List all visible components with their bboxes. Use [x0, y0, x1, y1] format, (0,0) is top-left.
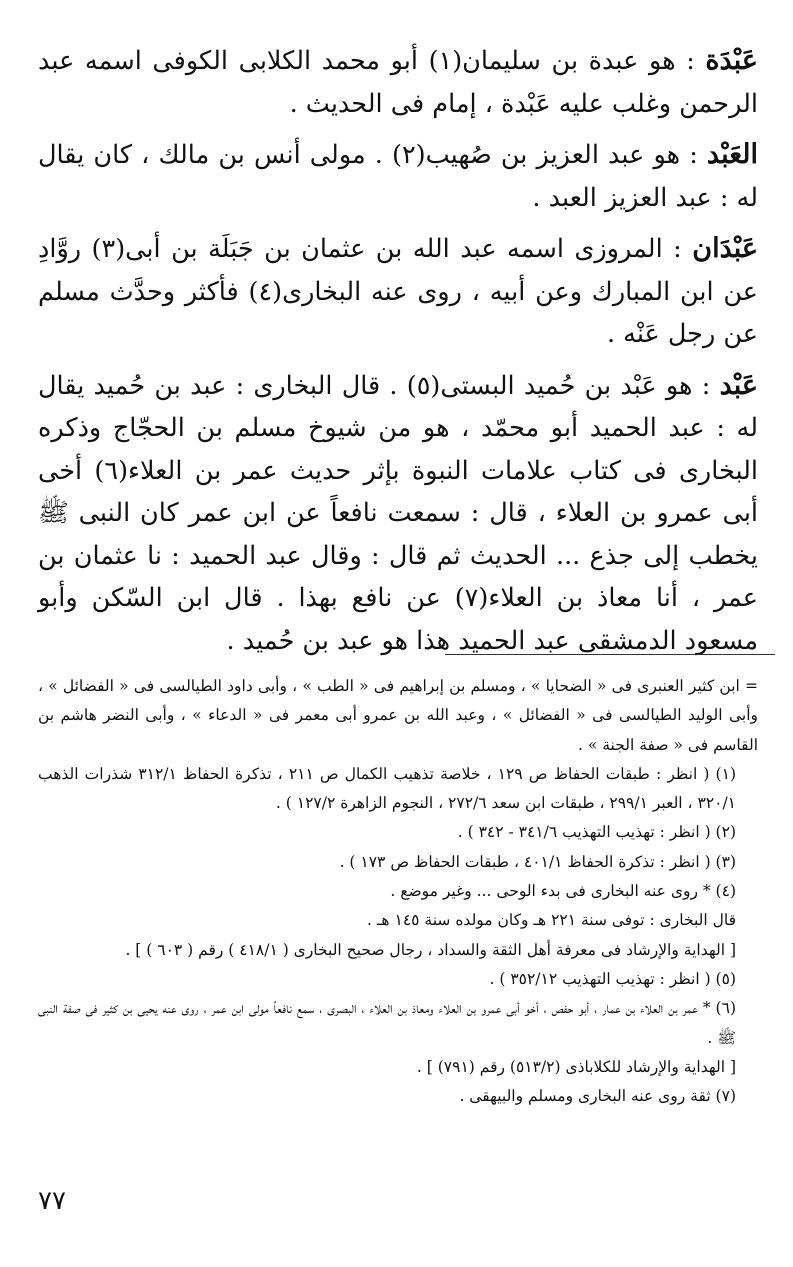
entry-paragraph	[38, 365, 758, 663]
footnote: (٥) ( انظر : تهذيب التهذيب ٣٥٢/١٢ ) .	[489, 969, 736, 988]
main-text	[38, 40, 758, 671]
entry-headword: عَبْدَة	[705, 45, 758, 76]
page-number: ٧٧	[38, 1186, 66, 1216]
entry-body: : المروزى اسمه عبد الله بن عثمان بن جَبَلَة بن أبى(٣) روَّادِ عن ابن المبارك وعن أبيه ، روى عنه البخارى(٤) فأكثر وحدَّث مسلم عن رجل عَنْه .	[38, 234, 758, 349]
footnote: (٢) ( انظر : تهذيب التهذيب ٣٤١/٦ - ٣٤٢ ) .	[457, 823, 736, 842]
entry-headword: العَبْد	[706, 139, 758, 170]
footnote: [ الهداية والإرشاد للكلاباذى (٥١٣/٢) رقم (٧٩١) ] .	[416, 1057, 736, 1076]
entry-body: : هو عبدة بن سليمان(١) أبو محمد الكلابى الكوفى اسمه عبد الرحمن وغلب عليه عَبْدة ، إمام فى الحديث .	[38, 46, 758, 119]
entry-paragraph	[38, 134, 758, 219]
entry-headword: عَبْد	[719, 369, 758, 401]
footnote: (٦) * عمر بن العلاء بن عمار ، أبو حفص ، أخو أبى عمرو بن العلاء ومعاذ بن العلاء ، البصرى ، سمع نافعاً مولى ابن عمر ، روى عنه يحيى بن كثير فى صفة النبى ﷺ .	[38, 999, 736, 1047]
footnote: = ابن كثير العنبرى فى « الضحايا » ، ومسلم بن إبراهيم فى « الطب » ، وأبى داود الطيالسى فى « الفضائل » ، وأبى الوليد الطيالسى فى « الفضائل » ، وعبد الله بن عمرو أبى معمر فى « الدعاء » ، وأبى النضر هاشم بن القاسم فى « صفة الجنة » .	[38, 677, 758, 754]
entry-headword: عَبْدَان	[692, 233, 759, 264]
footnote: (٤) * روى عنه البخارى فى بدء الوحى ... وغير موضع .	[390, 882, 736, 901]
footnote: (٧) ثقة روى عنه البخارى ومسلم والبيهقى .	[459, 1087, 736, 1106]
footnote-separator	[445, 654, 775, 655]
footnote: (٣) ( انظر : تذكرة الحفاظ ٤٠١/١ ، طبقات الحفاظ ص ١٧٣ ) .	[339, 852, 736, 871]
entry-body: : هو عَبْد بن حُميد البستى(٥) . قال البخارى : عبد بن حُميد يقال له : عبد الحميد أبو محمّد ، هو من شيوخ مسلم بن الحجّاج وذكره البخارى فى كتاب علامات النبوة بإثر حديث عمر بن العلاء(٦) أخى أبى عمرو بن العلاء ، قال : سمعت نافعاً عن ابن عمر كان النبى ﷺ يخطب إلى جذع ... الحديث ثم قال : وقال عبد الحميد : نا عثمان بن عمر ، أنا معاذ بن العلاء(٧) عن نافع بهذا . قال ابن السّكن وأبو مسعود الدمشقى عبد الحميد هذا هو عبد بن حُميد .	[38, 370, 758, 656]
entry-paragraph	[38, 228, 758, 356]
footnote: قال البخارى : توفى سنة ٢٢١ هـ وكان مولده سنة ١٤٥ هـ .	[367, 911, 736, 930]
footnote: [ الهداية والإرشاد فى معرفة أهل الثقة والسداد ، رجال صحيح البخارى ( ٤١٨/١ ) رقم ( ٦٠٣ ) ] .	[125, 940, 736, 959]
entry-paragraph	[38, 40, 758, 125]
footnotes	[38, 672, 758, 1111]
footnote: (١) ( انظر : طبقات الحفاظ ص ١٢٩ ، خلاصة تذهيب الكمال ص ٢١١ ، تذكرة الحفاظ ٣١٢/١ شذرات الذهب ٣٢٠/١ ، العبر ٢٩٩/١ ، طبقات ابن سعد ٢٧٢/٦ ، النجوم الزاهرة ١٢٧/٢ ) .	[38, 764, 736, 813]
entry-body: : هو عبد العزيز بن صُهيب(٢) . مولى أنس بن مالك ، كان يقال له : عبد العزيز العبد .	[38, 140, 758, 213]
